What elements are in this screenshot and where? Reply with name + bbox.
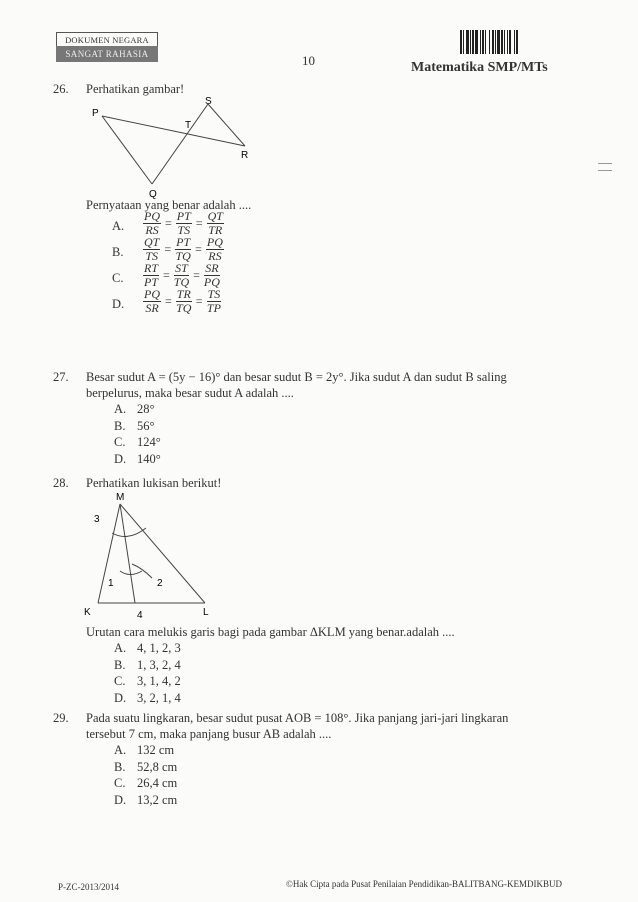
fraction-numerator: PT (176, 235, 191, 249)
fraction-denominator: TQ (176, 301, 192, 315)
label-k: K (84, 607, 91, 618)
secrecy-stamp: SANGAT RAHASIA (56, 46, 158, 62)
question-prompt: Perhatikan lukisan berikut! (86, 476, 222, 490)
option-letter: B. (114, 657, 126, 672)
option-letter: C. (114, 435, 126, 449)
fraction-numerator: SR (205, 261, 219, 275)
option-text: 28° (137, 402, 155, 416)
question-number: 29. (53, 711, 69, 725)
question-text-line: Pada suatu lingkaran, besar sudut pusat AOB = 108°. Jika panjang jari-jari lingkaran (86, 711, 509, 725)
option-equation (143, 288, 221, 315)
fraction-denominator: PQ (203, 275, 220, 289)
label-l: L (203, 607, 209, 618)
equals-sign: = (195, 216, 203, 230)
step-label-2: 2 (157, 578, 163, 589)
fraction-denominator: TR (208, 223, 223, 237)
fraction-numerator: PQ (144, 287, 160, 301)
fraction-denominator: PT (144, 275, 159, 289)
fraction-numerator: PT (176, 209, 191, 223)
fraction-numerator: RT (144, 261, 159, 275)
barcode-icon (460, 30, 567, 54)
question-text-line: tersebut 7 cm, maka panjang busur AB adalah .... (86, 727, 332, 741)
question-text-line: Besar sudut A = (5y − 16)° dan besar sudut B = 2y°. Jika sudut A dan sudut B saling (86, 370, 507, 384)
angle-bisector-construction-figure (78, 488, 218, 623)
question-prompt: Perhatikan gambar! (86, 82, 185, 96)
subject-title: Matematika SMP/MTs (411, 60, 548, 75)
equals-sign: = (164, 242, 172, 256)
question-number: 28. (53, 476, 69, 490)
label-m: M (116, 492, 125, 503)
fraction-numerator: QT (207, 209, 223, 223)
fraction (176, 210, 192, 237)
option-letter: A. (114, 743, 127, 757)
question-number: 27. (53, 370, 69, 384)
option-letter: C. (112, 271, 124, 285)
step-label-3: 3 (94, 514, 100, 525)
option-text: 140° (137, 451, 161, 466)
fraction-denominator: SR (145, 301, 159, 315)
document-classification-stamp: DOKUMEN NEGARA (56, 32, 158, 48)
option-text: 3, 1, 4, 2 (137, 674, 181, 688)
option-text: 26,4 cm (137, 776, 178, 790)
fraction (143, 236, 160, 263)
fraction (207, 210, 224, 237)
margin-mark (598, 163, 612, 171)
option-letter: D. (114, 792, 127, 807)
page-number: 10 (302, 53, 315, 68)
option-letter: B. (114, 418, 126, 433)
step-label-1: 1 (108, 578, 114, 589)
label-t: T (185, 120, 192, 131)
fraction-denominator: TQ (175, 249, 191, 263)
fraction-denominator: RS (208, 249, 222, 263)
fraction-denominator: TQ (173, 275, 190, 289)
equals-sign: = (163, 268, 170, 282)
option-text: 1, 3, 2, 4 (137, 657, 181, 672)
option-letter: C. (114, 776, 126, 790)
question-stem: Urutan cara melukis garis bagi pada gambar ΔKLM yang benar.adalah .... (86, 625, 455, 639)
question-text-line: berpelurus, maka besar sudut A adalah .... (86, 386, 294, 400)
option-text: 132 cm (137, 743, 175, 757)
label-s: S (205, 96, 212, 107)
fraction-numerator: QT (144, 235, 160, 249)
fraction (175, 236, 191, 263)
fraction (176, 288, 192, 315)
fraction (143, 262, 159, 289)
equals-sign: = (195, 294, 203, 308)
equals-sign: = (195, 242, 202, 256)
option-letter: D. (114, 690, 127, 705)
fraction (204, 262, 220, 289)
option-text: 3, 2, 1, 4 (137, 690, 181, 705)
fraction-denominator: TS (145, 249, 159, 263)
fraction-denominator: RS (145, 223, 159, 237)
similar-triangles-figure (88, 94, 268, 200)
fraction-numerator: TS (207, 287, 221, 301)
option-text: 13,2 cm (137, 792, 178, 807)
label-r: R (241, 150, 249, 161)
label-p: P (92, 108, 99, 119)
option-text: 124° (137, 435, 161, 449)
fraction (143, 210, 161, 237)
option-letter: B. (114, 759, 126, 774)
option-letter: D. (114, 451, 127, 466)
fraction (174, 262, 189, 289)
fraction-numerator: ST (175, 261, 188, 275)
option-letter: A. (114, 402, 127, 416)
equals-sign: = (165, 294, 172, 308)
fraction (207, 288, 222, 315)
option-text: 52,8 cm (137, 759, 178, 774)
option-letter: A. (112, 219, 125, 233)
fraction-denominator: TS (177, 223, 191, 237)
option-equation (143, 236, 224, 263)
option-text: 56° (137, 418, 155, 433)
copyright-notice: ©Hak Cipta pada Pusat Penilaian Pendidikan-BALITBANG-KEMDIKBUD (286, 879, 563, 889)
equals-sign: = (193, 268, 200, 282)
fraction (143, 288, 161, 315)
equals-sign: = (165, 216, 172, 230)
option-equation (143, 210, 224, 237)
document-code: P-ZC-2013/2014 (58, 882, 120, 892)
fraction-numerator: PQ (144, 209, 160, 223)
question-stem: Pernyataan yang benar adalah .... (86, 198, 252, 212)
step-label-4: 4 (137, 610, 143, 621)
option-letter: B. (112, 245, 124, 259)
fraction (206, 236, 224, 263)
question-number: 26. (53, 82, 69, 96)
barcode-bar (518, 30, 519, 54)
option-equation (143, 262, 220, 289)
fraction-numerator: TR (176, 287, 191, 301)
option-text: 4, 1, 2, 3 (137, 641, 181, 655)
label-q: Q (149, 189, 157, 200)
option-letter: A. (114, 641, 127, 655)
fraction-numerator: PQ (206, 235, 223, 249)
option-letter: C. (114, 674, 126, 688)
option-letter: D. (112, 297, 125, 311)
fraction-denominator: TP (206, 301, 221, 315)
